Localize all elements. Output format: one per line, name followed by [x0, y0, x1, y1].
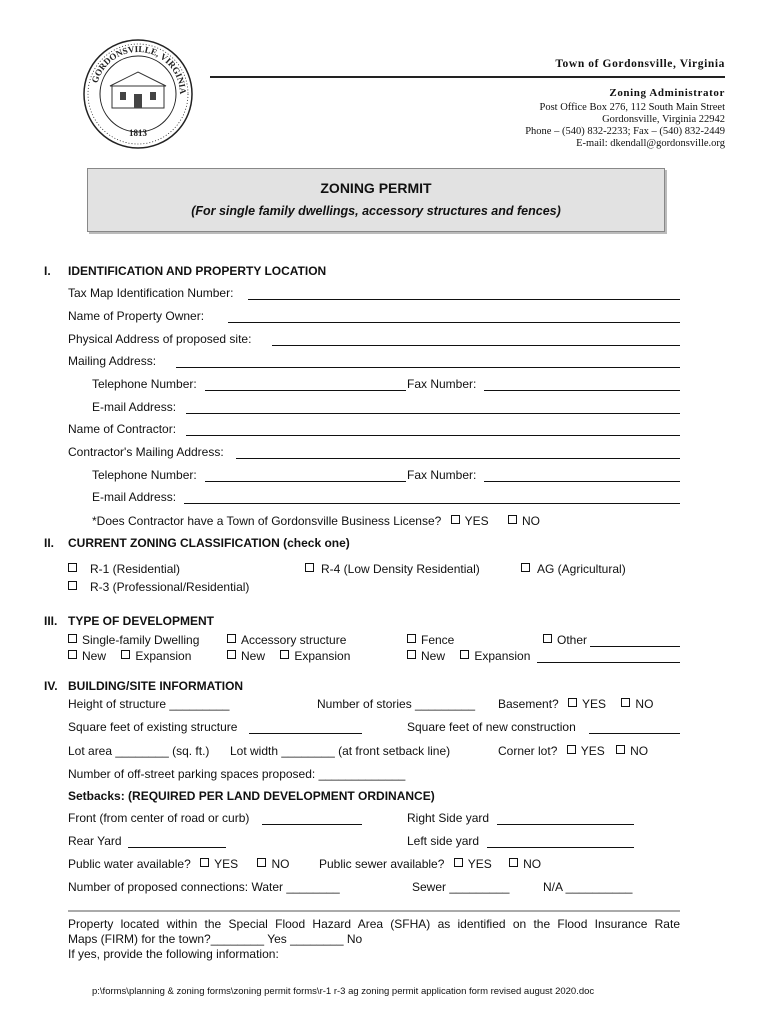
- other-checkbox[interactable]: [543, 634, 552, 643]
- acc-new-label: New: [241, 649, 266, 663]
- water-no-checkbox[interactable]: [257, 858, 266, 867]
- section-1-number: I.: [44, 264, 51, 278]
- section-2-number: II.: [44, 536, 55, 550]
- accessory-label: Accessory structure: [241, 633, 347, 647]
- license-yes-checkbox[interactable]: [451, 515, 460, 524]
- other-label: Other: [557, 633, 588, 647]
- left-side-field[interactable]: [487, 834, 634, 848]
- contractor-telephone-label: Telephone Number:: [92, 468, 197, 482]
- parking-label: Number of off-street parking spaces proposed: _____________: [68, 767, 406, 781]
- sfd-expansion-label: Expansion: [135, 649, 192, 663]
- town-name: Town of Gordonsville, Virginia: [555, 58, 725, 70]
- contractor-fax-label: Fax Number:: [407, 468, 477, 482]
- town-seal: [82, 38, 194, 150]
- contractor-mailing-field[interactable]: [236, 445, 680, 459]
- ag-checkbox[interactable]: [521, 563, 530, 572]
- setbacks-heading: Setbacks: (REQUIRED PER LAND DEVELOPMENT ORDINANCE): [68, 789, 435, 803]
- license-no-label: NO: [522, 514, 541, 528]
- fence-expansion-checkbox[interactable]: [460, 650, 469, 659]
- basement-yes-label: YES: [582, 697, 607, 711]
- sqft-existing-label: Square feet of existing structure: [68, 720, 238, 734]
- tax-map-field[interactable]: [248, 286, 680, 300]
- corner-lot-label: Corner lot?: [498, 744, 558, 758]
- physical-address-label: Physical Address of proposed site:: [68, 332, 252, 346]
- office-title: Zoning Administrator: [609, 87, 725, 99]
- r4-checkbox[interactable]: [305, 563, 314, 572]
- rear-yard-field[interactable]: [128, 834, 226, 848]
- owner-field[interactable]: [228, 309, 680, 323]
- r4-label: R-4 (Low Density Residential): [321, 562, 480, 576]
- height-label: Height of structure _________: [68, 697, 230, 711]
- fence-new-label: New: [421, 649, 446, 663]
- other-field[interactable]: [590, 633, 680, 647]
- sewer-connections-label: Sewer _________: [412, 880, 510, 894]
- front-setback-label: Front (from center of road or curb): [68, 811, 250, 825]
- basement-no-label: NO: [635, 697, 654, 711]
- physical-address-field[interactable]: [272, 332, 680, 346]
- fence-new-checkbox[interactable]: [407, 650, 416, 659]
- tax-map-label: Tax Map Identification Number:: [68, 286, 234, 300]
- form-subtitle: (For single family dwellings, accessory structures and fences): [191, 204, 561, 218]
- na-label: N/A __________: [543, 880, 633, 894]
- left-side-label: Left side yard: [407, 834, 480, 848]
- svg-text:GORDONSVILLE, VIRGINIA: GORDONSVILLE, VIRGINIA: [89, 43, 189, 95]
- contractor-telephone-field[interactable]: [205, 468, 406, 482]
- sfd-new-label: New: [82, 649, 107, 663]
- sfd-checkbox[interactable]: [68, 634, 77, 643]
- flood-line-3: If yes, provide the following information:: [68, 947, 279, 961]
- contractor-email-label: E-mail Address:: [92, 490, 177, 504]
- section-4-number: IV.: [44, 679, 58, 693]
- sqft-new-label: Square feet of new construction: [407, 720, 576, 734]
- other-field-2[interactable]: [537, 649, 680, 663]
- svg-text:1813: 1813: [129, 128, 147, 138]
- basement-yes-checkbox[interactable]: [568, 698, 577, 707]
- fence-checkbox[interactable]: [407, 634, 416, 643]
- fence-label: Fence: [421, 633, 455, 647]
- sewer-label: Public sewer available?: [319, 857, 445, 871]
- mailing-address-field[interactable]: [176, 354, 680, 368]
- office-email: E-mail: dkendall@gordonsville.org: [576, 138, 725, 149]
- fence-expansion-label: Expansion: [474, 649, 531, 663]
- header-rule: [210, 76, 725, 78]
- sewer-yes-checkbox[interactable]: [454, 858, 463, 867]
- corner-no-checkbox[interactable]: [616, 745, 625, 754]
- right-side-field[interactable]: [497, 811, 634, 825]
- water-yes-label: YES: [214, 857, 239, 871]
- email-field[interactable]: [186, 400, 680, 414]
- license-yes-label: YES: [464, 514, 489, 528]
- sfd-label: Single-family Dwelling: [82, 633, 200, 647]
- water-label: Public water available?: [68, 857, 191, 871]
- r1-label: R-1 (Residential): [90, 562, 181, 576]
- rear-yard-label: Rear Yard: [68, 834, 122, 848]
- corner-yes-label: YES: [580, 744, 605, 758]
- water-no-label: NO: [271, 857, 290, 871]
- sfd-expansion-checkbox[interactable]: [121, 650, 130, 659]
- r3-checkbox[interactable]: [68, 581, 77, 590]
- contractor-email-field[interactable]: [184, 490, 680, 504]
- sqft-new-field[interactable]: [589, 720, 680, 734]
- flood-divider: [68, 910, 680, 912]
- section-2-title: CURRENT ZONING CLASSIFICATION (check one): [68, 536, 350, 550]
- license-question-text: *Does Contractor have a Town of Gordonsville Business License?: [92, 514, 442, 528]
- contractor-mailing-label: Contractor's Mailing Address:: [68, 445, 224, 459]
- title-box: [87, 168, 665, 232]
- acc-expansion-label: Expansion: [294, 649, 351, 663]
- form-title: ZONING PERMIT: [320, 180, 432, 196]
- acc-expansion-checkbox[interactable]: [280, 650, 289, 659]
- mailing-address-label: Mailing Address:: [68, 354, 157, 368]
- section-3-title: TYPE OF DEVELOPMENT: [68, 614, 215, 628]
- lot-area-label: Lot area ________ (sq. ft.): [68, 744, 210, 758]
- sewer-no-label: NO: [523, 857, 542, 871]
- r3-label: R-3 (Professional/Residential): [90, 580, 250, 594]
- corner-yes-checkbox[interactable]: [567, 745, 576, 754]
- contractor-label: Name of Contractor:: [68, 422, 177, 436]
- fax-label: Fax Number:: [407, 377, 477, 391]
- fax-field[interactable]: [484, 377, 680, 391]
- office-address-2: Gordonsville, Virginia 22942: [602, 114, 725, 125]
- office-address-1: Post Office Box 276, 112 South Main Street: [539, 102, 725, 113]
- accessory-checkbox[interactable]: [227, 634, 236, 643]
- contractor-field[interactable]: [186, 422, 680, 436]
- lot-width-label: Lot width ________ (at front setback line): [230, 744, 451, 758]
- sewer-no-checkbox[interactable]: [509, 858, 518, 867]
- license-no-checkbox[interactable]: [508, 515, 517, 524]
- corner-no-label: NO: [630, 744, 649, 758]
- stories-label: Number of stories _________: [317, 697, 476, 711]
- file-path-footer: p:\forms\planning & zoning forms\zoning permit forms\r-1 r-3 ag zoning permit application form revised august 2020.doc: [92, 986, 595, 997]
- license-question: [92, 514, 540, 528]
- basement-label: Basement?: [498, 697, 559, 711]
- telephone-field[interactable]: [205, 377, 406, 391]
- flood-line-2: Maps (FIRM) for the town?________ Yes ________ No: [68, 932, 363, 946]
- r1-checkbox[interactable]: [68, 563, 77, 572]
- right-side-label: Right Side yard: [407, 811, 490, 825]
- sfd-new-checkbox[interactable]: [68, 650, 77, 659]
- connections-label: Number of proposed connections: Water ________: [68, 880, 340, 894]
- section-4-title: BUILDING/SITE INFORMATION: [68, 679, 244, 693]
- acc-new-checkbox[interactable]: [227, 650, 236, 659]
- flood-line-1: Property located within the Special Flood Hazard Area (SFHA) as identified on the Flood Insurance Rate: [68, 917, 680, 931]
- email-label: E-mail Address:: [92, 400, 177, 414]
- office-phone: Phone – (540) 832-2233; Fax – (540) 832-2449: [525, 126, 725, 137]
- water-yes-checkbox[interactable]: [200, 858, 209, 867]
- section-3-number: III.: [44, 614, 58, 628]
- contractor-fax-field[interactable]: [484, 468, 680, 482]
- telephone-label: Telephone Number:: [92, 377, 197, 391]
- basement-no-checkbox[interactable]: [621, 698, 630, 707]
- sewer-yes-label: YES: [467, 857, 492, 871]
- ag-label: AG (Agricultural): [537, 562, 626, 576]
- sqft-existing-field[interactable]: [249, 720, 362, 734]
- owner-label: Name of Property Owner:: [68, 309, 205, 323]
- section-1-title: IDENTIFICATION AND PROPERTY LOCATION: [68, 264, 327, 278]
- front-setback-field[interactable]: [262, 811, 362, 825]
